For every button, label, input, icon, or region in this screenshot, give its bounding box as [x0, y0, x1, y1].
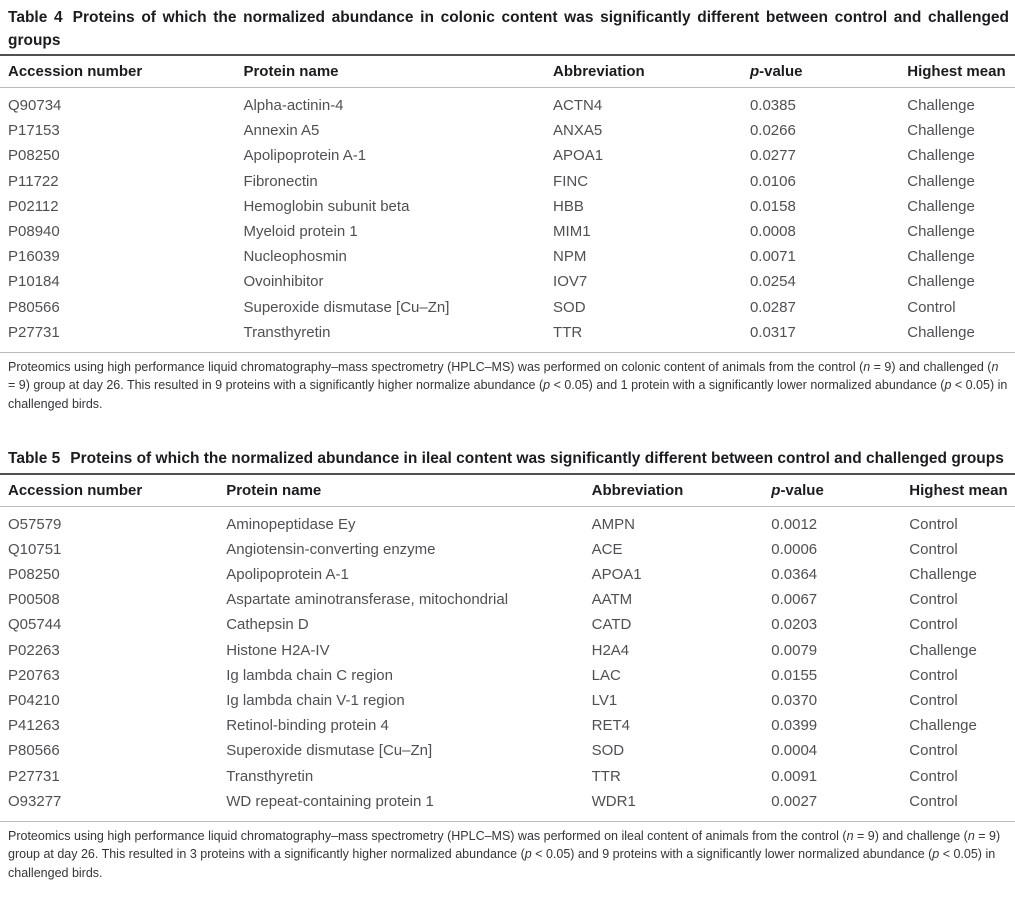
table-row — [0, 663, 1015, 688]
text-segment: = 9) and challenge ( — [853, 828, 968, 843]
table-cell: Control — [909, 692, 958, 709]
table-row — [0, 169, 1015, 194]
italic-text: n — [991, 359, 999, 374]
table-row — [0, 295, 1015, 320]
text-segment: < 0.05) and 9 proteins with a significantly lower normalized abundance ( — [531, 847, 933, 862]
table-cell: Control — [909, 767, 958, 785]
table-cell: Cathepsin D — [226, 616, 309, 634]
text-segment: Protein name — [226, 481, 322, 499]
text-segment: < 0.05) in challenged birds. — [8, 847, 996, 880]
table5-body — [0, 506, 1015, 821]
table-cell: 0.0317 — [749, 323, 796, 341]
italic-text: p — [543, 378, 551, 393]
table-cell: P27731 — [8, 767, 60, 785]
table-cell: WDR1 — [591, 792, 636, 810]
table-cell: Control — [909, 792, 958, 810]
table-row — [0, 763, 1015, 788]
table-cell: Nucleophosmin — [243, 248, 347, 266]
table-cell: Challenge — [907, 248, 975, 266]
table-cell: P04210 — [8, 692, 60, 709]
table-cell: 0.0399 — [771, 717, 818, 735]
table-cell: P16039 — [8, 248, 60, 266]
italic-text: p — [749, 63, 760, 80]
table-cell: HBB — [553, 197, 584, 215]
table5-label: Table 5 — [8, 450, 61, 468]
table-cell: P02263 — [8, 641, 60, 659]
table-cell: LV1 — [591, 692, 618, 709]
text-segment: -value — [759, 63, 803, 80]
italic-text: p — [771, 481, 781, 499]
column-header — [235, 55, 545, 88]
table-cell: ACE — [591, 540, 623, 558]
table-cell: P11722 — [8, 172, 59, 190]
table-cell: 0.0266 — [749, 122, 796, 140]
table-cell: MIM1 — [553, 223, 591, 241]
table-cell: Fibronectin — [243, 172, 318, 190]
table4-header-row — [0, 55, 1015, 88]
table-cell: SOD — [591, 742, 625, 760]
column-header — [545, 55, 742, 88]
table-row — [0, 688, 1015, 713]
table-row — [0, 713, 1015, 738]
table-row — [0, 88, 1015, 119]
table-cell: Alpha-actinin-4 — [243, 97, 344, 115]
table-row — [0, 219, 1015, 244]
text-segment: Accession number — [8, 481, 143, 499]
table-cell: 0.0027 — [771, 792, 818, 810]
table-row — [0, 320, 1015, 353]
table-cell: 0.0364 — [771, 566, 818, 584]
table5-header-row — [0, 474, 1015, 507]
table-cell: 0.0012 — [771, 515, 818, 533]
column-header — [0, 55, 235, 88]
table-cell: SOD — [553, 298, 586, 316]
table-cell: 0.0106 — [749, 172, 796, 190]
table-cell: Challenge — [907, 97, 975, 115]
table-cell: Challenge — [907, 172, 975, 190]
italic-text: n — [863, 359, 871, 374]
table-cell: APOA1 — [591, 566, 642, 584]
table-cell: Control — [909, 742, 958, 760]
table-row — [0, 244, 1015, 269]
table5-title-text: Proteins of which the normalized abundance in ileal content was significantly different between control and challenged groups — [70, 450, 1004, 468]
table-cell: 0.0254 — [749, 273, 796, 291]
table-cell: Transthyretin — [243, 323, 331, 341]
table-cell: ANXA5 — [553, 122, 603, 140]
table-cell: P02112 — [8, 197, 59, 215]
table5-footnote — [8, 827, 1009, 882]
table-cell: TTR — [553, 323, 583, 341]
table-cell: FINC — [553, 172, 589, 190]
text-segment: = 9) group at day 26. This resulted in 9 proteins with a significantly higher normalize abundance ( — [8, 378, 544, 393]
table-cell: P80566 — [8, 298, 60, 316]
table-cell: CATD — [591, 616, 632, 634]
table-cell: RET4 — [591, 717, 630, 735]
table-cell: O57579 — [8, 515, 62, 533]
table-cell: 0.0004 — [771, 742, 818, 760]
table-row — [0, 506, 1015, 537]
table-cell: Superoxide dismutase [Cu–Zn] — [226, 742, 433, 760]
table-cell: Challenge — [907, 223, 975, 241]
table4-title — [8, 7, 1009, 52]
table-cell: Challenge — [909, 566, 977, 584]
table-row — [0, 143, 1015, 168]
table-cell: H2A4 — [591, 641, 630, 659]
table4-footnote — [8, 358, 1009, 413]
table5-section — [0, 448, 1015, 882]
table-cell: APOA1 — [553, 147, 604, 165]
table-cell: Challenge — [907, 197, 975, 215]
table-cell: Challenge — [907, 122, 975, 140]
italic-text: p — [524, 847, 532, 862]
table4-section — [0, 7, 1015, 413]
table-cell: 0.0008 — [749, 223, 796, 241]
table-cell: AATM — [591, 591, 633, 609]
table-cell: ACTN4 — [553, 97, 603, 115]
table-cell: 0.0277 — [749, 147, 796, 165]
table-cell: Control — [909, 515, 958, 533]
table-cell: 0.0006 — [771, 540, 818, 558]
table-cell: 0.0067 — [771, 591, 818, 609]
table-row — [0, 562, 1015, 587]
table-cell: Q90734 — [8, 97, 62, 115]
table-cell: Annexin A5 — [243, 122, 320, 140]
text-segment: Highest mean — [909, 481, 1008, 499]
table-cell: 0.0091 — [771, 767, 818, 785]
table-cell: 0.0370 — [771, 692, 818, 709]
table-cell: Control — [907, 298, 956, 316]
table-cell: AMPN — [591, 515, 635, 533]
table-cell: Challenge — [907, 147, 975, 165]
italic-text: n — [967, 828, 975, 843]
table-cell: P17153 — [8, 122, 60, 140]
table-cell: 0.0155 — [771, 666, 818, 684]
table-cell: P08250 — [8, 566, 60, 584]
table-cell: 0.0287 — [749, 298, 796, 316]
table4-title-text: Proteins of which the normalized abundance in colonic content was significantly different between control and challenged groups — [8, 9, 1009, 49]
table-cell: TTR — [591, 767, 621, 785]
table-cell: Ig lambda chain C region — [226, 666, 393, 684]
table-cell: P41263 — [8, 717, 60, 735]
italic-text: n — [846, 828, 854, 843]
table-cell: Myeloid protein 1 — [243, 223, 358, 241]
table-cell: Angiotensin-converting enzyme — [226, 540, 436, 558]
table5 — [0, 473, 1015, 822]
table-cell: Control — [909, 666, 958, 684]
column-header — [584, 474, 764, 507]
text-segment: < 0.05) and 1 protein with a significantly lower normalized abundance ( — [550, 378, 945, 393]
table-cell: P08940 — [8, 223, 60, 241]
text-segment: Accession number — [8, 63, 143, 80]
column-header — [742, 55, 899, 88]
column-header — [899, 55, 1015, 88]
table-cell: Challenge — [909, 717, 977, 735]
table-row — [0, 612, 1015, 637]
table-cell: 0.0079 — [771, 641, 818, 659]
table-cell: LAC — [591, 666, 621, 684]
table-cell: Apolipoprotein A-1 — [226, 566, 349, 584]
table4-body — [0, 88, 1015, 353]
text-segment: Proteomics using high performance liquid chromatography–mass spectrometry (HPLC–MS) was performed on ileal content of animals from the control ( — [8, 828, 847, 843]
text-segment: = 9) group at day 26. This resulted in 3 proteins with a significantly higher normalized abundance ( — [8, 828, 1001, 862]
table-cell: Aspartate aminotransferase, mitochondrial — [226, 591, 509, 609]
table-cell: Aminopeptidase Ey — [226, 515, 356, 533]
table-cell: 0.0385 — [749, 97, 796, 115]
table-cell: Apolipoprotein A-1 — [243, 147, 367, 165]
table-cell: Ig lambda chain V-1 region — [226, 692, 405, 709]
table-cell: 0.0158 — [749, 197, 796, 215]
table-row — [0, 638, 1015, 663]
column-header — [218, 474, 583, 507]
table5-title — [8, 448, 1009, 471]
column-header — [763, 474, 901, 507]
italic-text: p — [932, 847, 940, 862]
table-cell: 0.0071 — [749, 248, 796, 266]
table-cell: NPM — [553, 248, 587, 266]
table-cell: P20763 — [8, 666, 60, 684]
table4-label: Table 4 — [8, 9, 63, 26]
table-cell: Control — [909, 616, 958, 634]
table-row — [0, 789, 1015, 822]
table-cell: Control — [909, 591, 958, 609]
table-cell: Challenge — [909, 641, 977, 659]
table-cell: Hemoglobin subunit beta — [243, 197, 410, 215]
text-segment: Highest mean — [907, 63, 1006, 80]
text-segment: -value — [780, 481, 824, 499]
column-header — [901, 474, 1015, 507]
text-segment: < 0.05) in challenged birds. — [8, 378, 1008, 411]
table-row — [0, 587, 1015, 612]
table-cell: Ovoinhibitor — [243, 273, 324, 291]
text-segment: Abbreviation — [553, 63, 645, 80]
table-cell: P27731 — [8, 323, 60, 341]
table-cell: IOV7 — [553, 273, 588, 291]
table-cell: Challenge — [907, 323, 975, 341]
table-cell: P80566 — [8, 742, 60, 760]
table-row — [0, 118, 1015, 143]
column-header — [0, 474, 218, 507]
text-segment: Proteomics using high performance liquid chromatography–mass spectrometry (HPLC–MS) was performed on colonic content of animals from the control ( — [8, 359, 864, 374]
table-row — [0, 269, 1015, 294]
table-cell: P08250 — [8, 147, 60, 165]
table-cell: WD repeat-containing protein 1 — [226, 792, 434, 810]
table-cell: Challenge — [907, 273, 975, 291]
text-segment: Protein name — [243, 63, 339, 80]
table-row — [0, 194, 1015, 219]
table-cell: Histone H2A-IV — [226, 641, 330, 659]
table-cell: Retinol-binding protein 4 — [226, 717, 389, 735]
table-row — [0, 738, 1015, 763]
table-cell: P10184 — [8, 273, 60, 291]
table4 — [0, 54, 1015, 353]
italic-text: p — [944, 378, 952, 393]
table-cell: 0.0203 — [771, 616, 818, 634]
table-cell: O93277 — [8, 792, 62, 810]
table-row — [0, 537, 1015, 562]
table-cell: Control — [909, 540, 958, 558]
table-cell: P00508 — [8, 591, 60, 609]
table-cell: Superoxide dismutase [Cu–Zn] — [243, 298, 450, 316]
table-cell: Transthyretin — [226, 767, 314, 785]
table-cell: Q10751 — [8, 540, 62, 558]
text-segment: Abbreviation — [591, 481, 684, 499]
table-cell: Q05744 — [8, 616, 62, 634]
text-segment: = 9) and challenged ( — [870, 359, 992, 374]
